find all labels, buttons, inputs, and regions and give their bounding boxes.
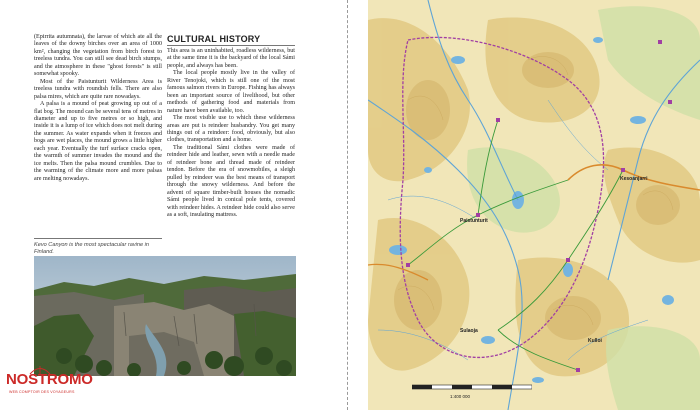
left-page bbox=[0, 0, 348, 410]
logo-name: NOSTROMO bbox=[6, 371, 93, 388]
paragraph: The traditional Sámi clothes were made of reindeer hide and leather, sewn with a needle made of reindeer bone and thread made of reindeer tendon. Before the era of snowmobiles, a sleigh pulled by reindeer was the best means of transport through the snowy wilderness. And before the advent of square timber-built houses the nomadic Sámi people lived in conical pole tents, covered with reindeer hides. A reindeer hide could also serve as a soft, insulating mattress. bbox=[167, 144, 295, 218]
text-column-left bbox=[34, 34, 162, 183]
paragraph: A palsa is a mound of peat growing up out of a flat bog. The mound can be several tens of metres in diameter and up to five metres or so high, and inside it is a lump of ice which does not melt during the summer. As water expands when it freezes and bogs are wet places, the mound grows a little higher each year. Eventually the turf surface cracks open, the warmth of summer invades the mound and the ice melts. Then the palsa mound crumbles. Due to the warming of the climate more and more palsas are melting nowadays. bbox=[34, 101, 162, 182]
place-label: Sulaoja bbox=[460, 328, 478, 334]
map-scale-label: 1:400 000 bbox=[450, 394, 471, 399]
paragraph: This area is an uninhabited, roadless wilderness, but at the same time it is the backyard of the local Sámi people, and always has been. bbox=[167, 48, 295, 69]
map-scale-bar bbox=[412, 381, 532, 401]
paragraph: Most of the Paistunturit Wilderness Area is treeless tundra with roundish fells. There are also palsa mires, which are quite rare nowadays. bbox=[34, 78, 162, 100]
canyon-photo bbox=[34, 256, 296, 376]
paragraph: The local people mostly live in the valley of River Tenojoki, which is still one of the most famous salmon rivers in Europe. Fishing has always been an important source of livelihood, but other methods of gathering food and materials from nature have been available, too. bbox=[167, 70, 295, 114]
place-label: Kulloi bbox=[588, 338, 602, 344]
nostromo-logo bbox=[3, 371, 93, 401]
photo-caption: Kevo Canyon is the most spectacular ravine in Finland. bbox=[34, 238, 162, 256]
section-title: CULTURAL HISTORY bbox=[167, 34, 295, 46]
place-label: Paistunturit bbox=[460, 218, 488, 224]
page-fold-line bbox=[347, 0, 349, 410]
topographic-map bbox=[368, 0, 700, 410]
place-label: Kesoanjarri bbox=[620, 176, 648, 182]
page-gutter bbox=[348, 0, 368, 410]
paragraph: The most visible use to which these wilderness areas are put is reindeer husbandry. You get many things out of a reindeer: food, obviously, but also clothes, transportation and a home. bbox=[167, 115, 295, 144]
right-page-map bbox=[368, 0, 700, 410]
paragraph: (Epirrita autumnata), the larvae of which ate all the leaves of the downy birches over an area of 1000 km², changing the vegetation from birch forest to treeless tundra. You can still see dead birch stumps, and the atmosphere in these "ghost forests" is still somewhat spooky. bbox=[34, 34, 162, 78]
logo-tagline: WEB COMPTOIR DES VOYAGEURS bbox=[9, 390, 75, 394]
text-column-right bbox=[167, 48, 295, 219]
